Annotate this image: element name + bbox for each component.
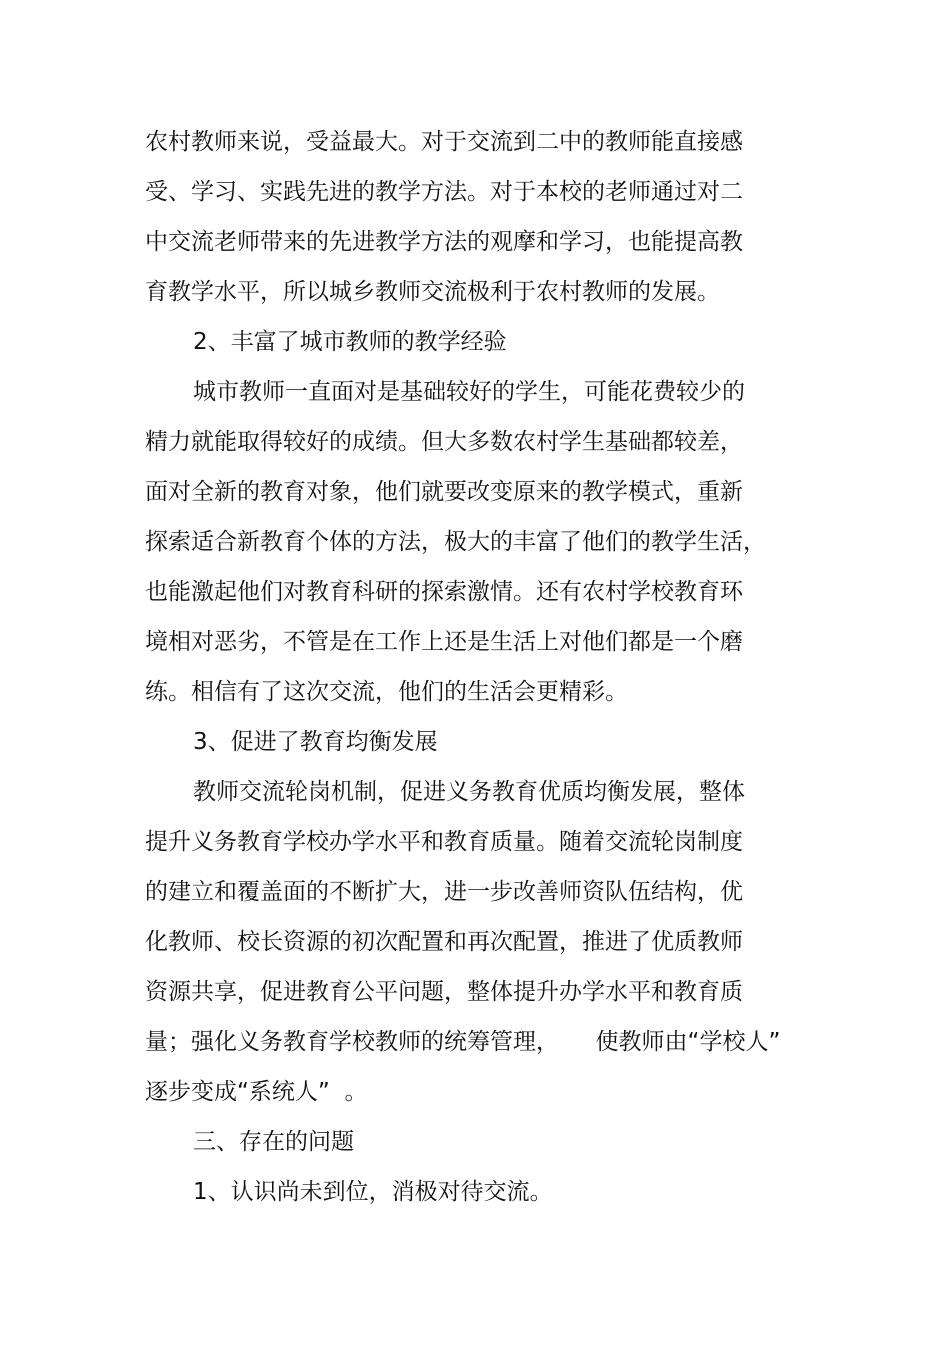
paragraph-line: 资源共享，促进教育公平问题，整体提升办学水平和教育质 (145, 979, 743, 1005)
paragraph-line: 城市教师一直面对是基础较好的学生，可能花费较少的 (193, 379, 745, 405)
paragraph-line: 也能激起他们对教育科研的探索激情。还有农村学校教育环 (145, 579, 743, 605)
section-heading: 3、促进了教育均衡发展 (193, 729, 438, 755)
section-heading: 三、存在的问题 (193, 1129, 354, 1155)
paragraph-line: 的建立和覆盖面的不断扩大，进一步改善师资队伍结构，优 (145, 879, 743, 905)
paragraph-line: 练。相信有了这次交流，他们的生活会更精彩。 (145, 679, 628, 705)
paragraph-line: 中交流老师带来的先进教学方法的观摩和学习，也能提高教 (145, 229, 743, 255)
paragraph-line: 量；强化义务教育学校教师的统筹管理， 使教师由“学校人” (145, 1029, 781, 1055)
paragraph-line: 教师交流轮岗机制，促进义务教育优质均衡发展，整体 (193, 779, 745, 805)
paragraph-line: 探索适合新教育个体的方法，极大的丰富了他们的教学生活， (145, 529, 766, 555)
section-heading: 1、认识尚未到位，消极对待交流。 (193, 1179, 553, 1205)
paragraph-line: 农村教师来说，受益最大。对于交流到二中的教师能直接感 (145, 129, 743, 155)
paragraph-line: 育教学水平，所以城乡教师交流极利于农村教师的发展。 (145, 279, 720, 305)
paragraph-line: 受、学习、实践先进的教学方法。对于本校的老师通过对二 (145, 179, 743, 205)
paragraph-line: 面对全新的教育对象，他们就要改变原来的教学模式，重新 (145, 479, 743, 505)
paragraph-line: 逐步变成“系统人” 。 (145, 1079, 368, 1105)
section-heading: 2、丰富了城市教师的教学经验 (193, 329, 507, 355)
paragraph-line: 提升义务教育学校办学水平和教育质量。随着交流轮岗制度 (145, 829, 743, 855)
paragraph-line: 境相对恶劣，不管是在工作上还是生活上对他们都是一个磨 (145, 629, 743, 655)
paragraph-line: 精力就能取得较好的成绩。但大多数农村学生基础都较差， (145, 429, 743, 455)
paragraph-line: 化教师、校长资源的初次配置和再次配置，推进了优质教师 (145, 929, 743, 955)
